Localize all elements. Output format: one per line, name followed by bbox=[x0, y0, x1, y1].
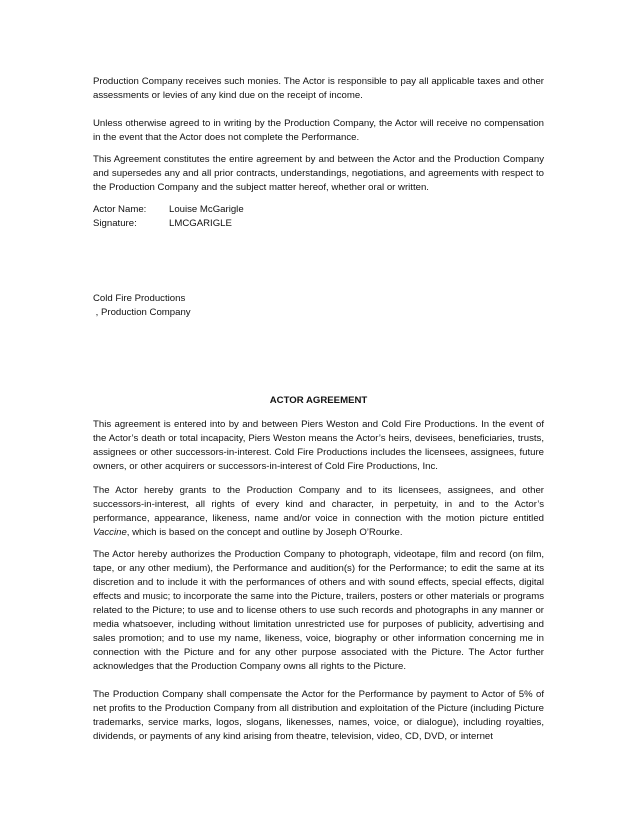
grant-text-end: , which is based on the concept and outline by Joseph O’Rourke. bbox=[126, 527, 403, 538]
signature-value: LMCGARIGLE bbox=[169, 218, 232, 229]
agreement-paragraph-1: This agreement is entered into by and between Piers Weston and Cold Fire Productions. In the event of the Actor’s death or total incapacity, Piers Weston means the Actor’s heirs, devisees, beneficiaries, trusts, assignees or other successors-in-interest. Cold Fire Productions includes the licensees, assignees, future owners, or other acquirers or successors-in-interest of Cold Fire Productions, Inc. bbox=[93, 419, 544, 472]
actor-name-label: Actor Name: bbox=[93, 204, 147, 215]
signature-label: Signature: bbox=[93, 218, 137, 229]
agreement-title: ACTOR AGREEMENT bbox=[269, 395, 368, 406]
company-block bbox=[93, 292, 544, 320]
grant-text: The Actor hereby grants to the Production Company and to its licensees, assignees, and other successors-in-interest, all rights of every kind and character, in perpetuity, in and to the Actor’s performance, appearance, likeness, name and/or voice in connection with the motion picture entitled bbox=[93, 485, 544, 524]
top-paragraph-1: Production Company receives such monies. The Actor is responsible to pay all applicable taxes and other assessments or levies of any kind due on the receipt of income. bbox=[93, 76, 544, 101]
top-paragraph-2: Unless otherwise agreed to in writing by the Production Company, the Actor will receive no compensation in the event that the Actor does not complete the Performance. bbox=[93, 118, 544, 143]
agreement-paragraph-4: The Production Company shall compensate the Actor for the Performance by payment to Actor of 5% of net profits to the Production Company from all distribution and exploitation of the Picture (including Picture trademarks, service marks, logos, slogans, likenesses, names, voice, or dialogue), including royalties, dividends, or payments of any kind arising from theatre, television, video, CD, DVD, or internet bbox=[93, 689, 544, 742]
company-role: , Production Company bbox=[93, 307, 191, 318]
agreement-paragraph-3: The Actor hereby authorizes the Production Company to photograph, videotape, film and record (on film, tape, or any other medium), the Performance and audition(s) for the Performance; to edit the same at its discretion and to include it with the performances of others and with sound effects, special effects, digital effects and music; to incorporate the same into the Picture, trailers, posters or other materials or programs related to the Picture; to use and to license others to use such records and photographs in any manner or media whatsoever, including without limitation unrestricted use for purposes of publicity, advertising and sales promotion; and to use my name, likeness, voice, biography or other information concerning me in connection with the Picture and for any other purpose associated with the Picture. The Actor further acknowledges that the Production Company owns all rights to the Picture. bbox=[93, 549, 544, 672]
company-name: Cold Fire Productions bbox=[93, 293, 186, 304]
actor-name-value: Louise McGarigle bbox=[169, 204, 244, 215]
agreement-paragraph-2 bbox=[93, 484, 544, 540]
signature-block bbox=[93, 203, 544, 231]
actor-name-row bbox=[93, 203, 544, 217]
picture-title: Vaccine bbox=[93, 527, 127, 538]
signature-row bbox=[93, 217, 544, 231]
top-paragraph-3: This Agreement constitutes the entire agreement by and between the Actor and the Production Company and supersedes any and all prior contracts, understandings, negotiations, and agreements with respect to the Production Company and the subject matter hereof, whether oral or written. bbox=[93, 154, 544, 193]
